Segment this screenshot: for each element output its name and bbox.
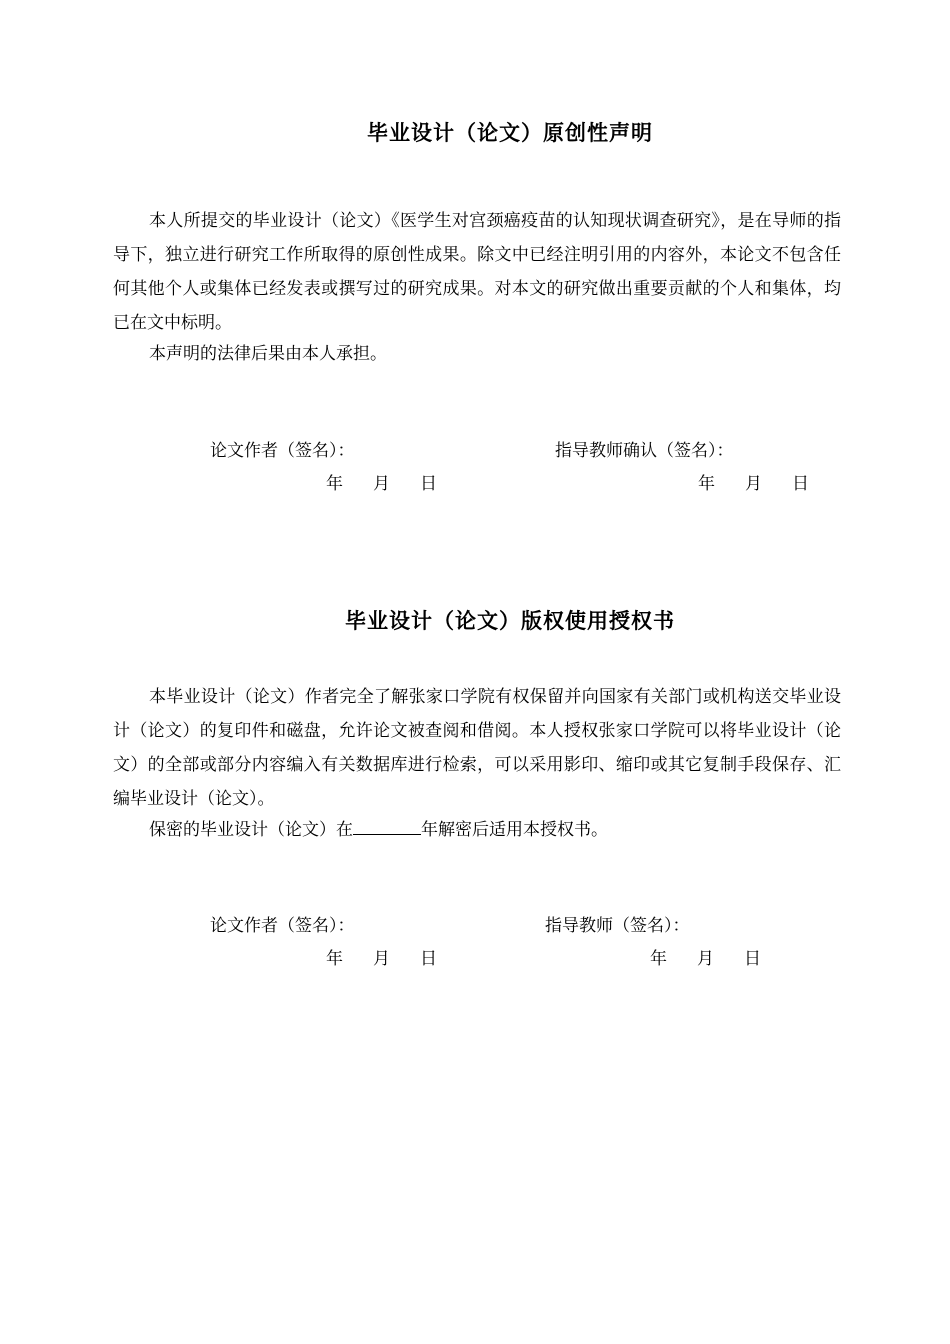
date-day: 日 — [792, 474, 809, 494]
date-year: 年 — [326, 949, 343, 969]
authorization-paragraph-1: 本毕业设计（论文）作者完全了解张家口学院有权保留并向国家有关部门或机构送交毕业设计（论文）的复印件和磁盘，允许论文被查阅和借阅。本人授权张家口学院可以将毕业设计（论文）的全部或部分内容编入有关数据库进行检索，可以采用影印、缩印或其它复制手段保存、汇编毕业设计（论文）。 — [113, 687, 841, 809]
copyright-authorization-title: 毕业设计（论文）版权使用授权书 — [345, 609, 675, 633]
date-day: 日 — [744, 949, 761, 969]
originality-declaration-title: 毕业设计（论文）原创性声明 — [367, 121, 653, 145]
date-day: 日 — [420, 474, 437, 494]
date-month: 月 — [697, 949, 714, 969]
date-day: 日 — [420, 949, 437, 969]
declaration-author-signature-label: 论文作者（签名）： — [210, 441, 355, 461]
authorization-author-date — [326, 947, 437, 971]
date-year: 年 — [698, 474, 715, 494]
date-month: 月 — [373, 949, 390, 969]
declaration-advisor-signature-label: 指导教师确认（签名）： — [555, 441, 734, 461]
declaration-paragraph-1: 本人所提交的毕业设计（论文）《医学生对宫颈癌疫苗的认知现状调查研究》，是在导师的指导下，独立进行研究工作所取得的原创性成果。除文中已经注明引用的内容外，本论文不包含任何其他个人或集体已经发表或撰写过的研究成果。对本文的研究做出重要贡献的个人和集体，均已在文中标明。 — [113, 211, 841, 333]
date-month: 月 — [745, 474, 762, 494]
date-year: 年 — [326, 474, 343, 494]
authorization-advisor-date — [650, 947, 761, 971]
authorization-author-signature-label: 论文作者（签名）： — [210, 916, 355, 936]
declaration-author-date — [326, 472, 437, 496]
confidential-text-before: 保密的毕业设计（论文）在 — [149, 820, 353, 840]
date-year: 年 — [650, 949, 667, 969]
confidential-years-blank — [353, 816, 421, 835]
declaration-advisor-date — [698, 472, 809, 496]
authorization-paragraph-2 — [113, 813, 841, 847]
confidential-text-after: 年解密后适用本授权书。 — [421, 820, 608, 840]
declaration-paragraph-2: 本声明的法律后果由本人承担。 — [149, 344, 387, 364]
date-month: 月 — [373, 474, 390, 494]
authorization-advisor-signature-label: 指导教师（签名）： — [545, 916, 690, 936]
